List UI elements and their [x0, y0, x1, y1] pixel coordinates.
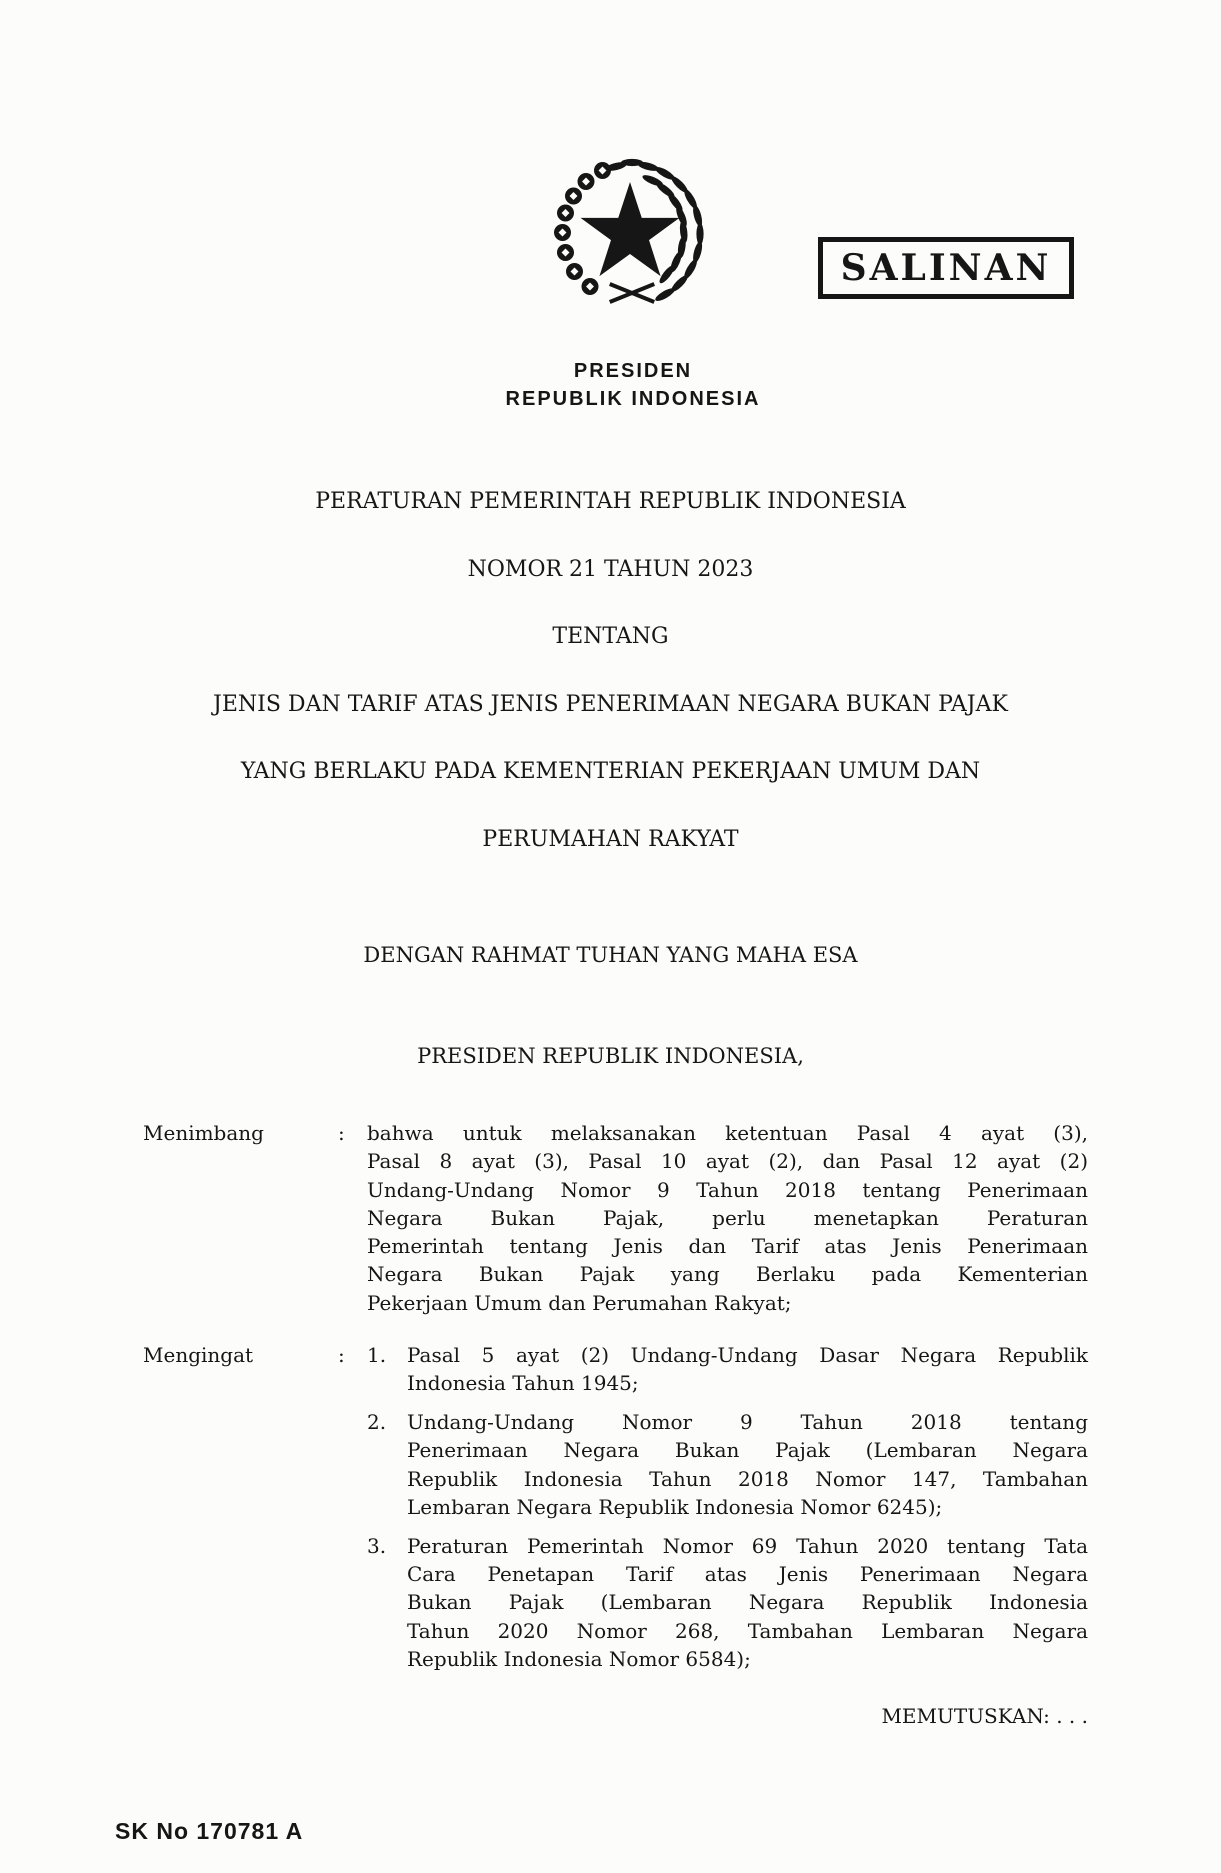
- text-line: Undang-Undang Nomor 9 Tahun 2018 tentang: [407, 1410, 1088, 1435]
- text-line: Negara Bukan Pajak, perlu menetapkan Peraturan: [367, 1205, 1088, 1230]
- text-line: Pemerintah tentang Jenis dan Tarif atas Jenis Penerimaan: [367, 1234, 1088, 1259]
- salinan-stamp: [818, 237, 1074, 299]
- preamble: [143, 1119, 1088, 1673]
- item-text: [407, 1532, 1088, 1673]
- text-line: Pekerjaan Umum dan Perumahan Rakyat;: [367, 1290, 792, 1315]
- text-line: PERUMAHAN RAKYAT: [482, 826, 739, 852]
- document-code: SK No 170781 A: [115, 1818, 304, 1844]
- text-line: TENTANG: [552, 624, 669, 649]
- mengingat-label: Mengingat: [143, 1343, 254, 1368]
- letterhead-line-republik: REPUBLIK INDONESIA: [505, 388, 761, 410]
- text-line: bahwa untuk melaksanakan ketentuan Pasal 4 ayat (3),: [367, 1121, 1088, 1145]
- text-line: Negara Bukan Pajak yang Berlaku pada Kementerian: [367, 1262, 1088, 1287]
- regulation-title: [0, 468, 1221, 873]
- text-line: Republik Indonesia Nomor 6584);: [407, 1647, 751, 1672]
- decision-line: MEMUTUSKAN: . . .: [881, 1704, 1088, 1728]
- item-text: [407, 1408, 1088, 1521]
- letterhead: [433, 357, 833, 413]
- text-line: Penerimaan Negara Bukan Pajak (Lembaran Negara: [407, 1438, 1088, 1463]
- list-item: [367, 1341, 1088, 1398]
- item-number: 1.: [367, 1343, 387, 1368]
- text-line: PERATURAN PEMERINTAH REPUBLIK INDONESIA: [315, 489, 906, 514]
- menimbang-colon: :: [338, 1121, 345, 1145]
- text-line: Bukan Pajak (Lembaran Negara Republik Indonesia: [407, 1590, 1088, 1615]
- text-line: Cara Penetapan Tarif atas Jenis Penerimaan Negara: [407, 1562, 1088, 1587]
- star-wreath-emblem-icon: [548, 146, 718, 306]
- item-number: 3.: [367, 1533, 387, 1558]
- list-item: [367, 1532, 1088, 1673]
- mengingat-section: [143, 1341, 1088, 1673]
- text-line: Pasal 5 ayat (2) Undang-Undang Dasar Negara Republik: [407, 1343, 1088, 1368]
- mengingat-items: [367, 1341, 1088, 1673]
- text-line: NOMOR 21 TAHUN 2023: [467, 556, 754, 582]
- menimbang-text: [367, 1119, 1088, 1317]
- invocation-line: DENGAN RAHMAT TUHAN YANG MAHA ESA: [363, 943, 858, 967]
- text-line: YANG BERLAKU PADA KEMENTERIAN PEKERJAAN UMUM DAN: [240, 759, 981, 784]
- item-number: 2.: [367, 1410, 387, 1435]
- text-line: Republik Indonesia Tahun 2018 Nomor 147, Tambahan: [407, 1466, 1088, 1491]
- salinan-stamp-label: SALINAN: [840, 247, 1052, 289]
- letterhead-line-presiden: PRESIDEN: [573, 360, 693, 382]
- menimbang-section: [143, 1119, 1088, 1317]
- authority-line: PRESIDEN REPUBLIK INDONESIA,: [417, 1044, 804, 1068]
- text-line: JENIS DAN TARIF ATAS JENIS PENERIMAAN NEGARA BUKAN PAJAK: [213, 691, 1008, 717]
- text-line: Pasal 8 ayat (3), Pasal 10 ayat (2), dan Pasal 12 ayat (2): [367, 1149, 1088, 1174]
- text-line: Lembaran Negara Republik Indonesia Nomor 6245);: [407, 1495, 943, 1520]
- list-item: [367, 1408, 1088, 1521]
- text-line: Peraturan Pemerintah Nomor 69 Tahun 2020 tentang Tata: [407, 1533, 1088, 1558]
- mengingat-colon: :: [338, 1343, 345, 1368]
- item-text: [407, 1341, 1088, 1398]
- text-line: Indonesia Tahun 1945;: [407, 1371, 639, 1396]
- text-line: Undang-Undang Nomor 9 Tahun 2018 tentang Penerimaan: [367, 1177, 1088, 1202]
- menimbang-label: Menimbang: [143, 1121, 264, 1145]
- text-line: Tahun 2020 Nomor 268, Tambahan Lembaran Negara: [407, 1618, 1088, 1643]
